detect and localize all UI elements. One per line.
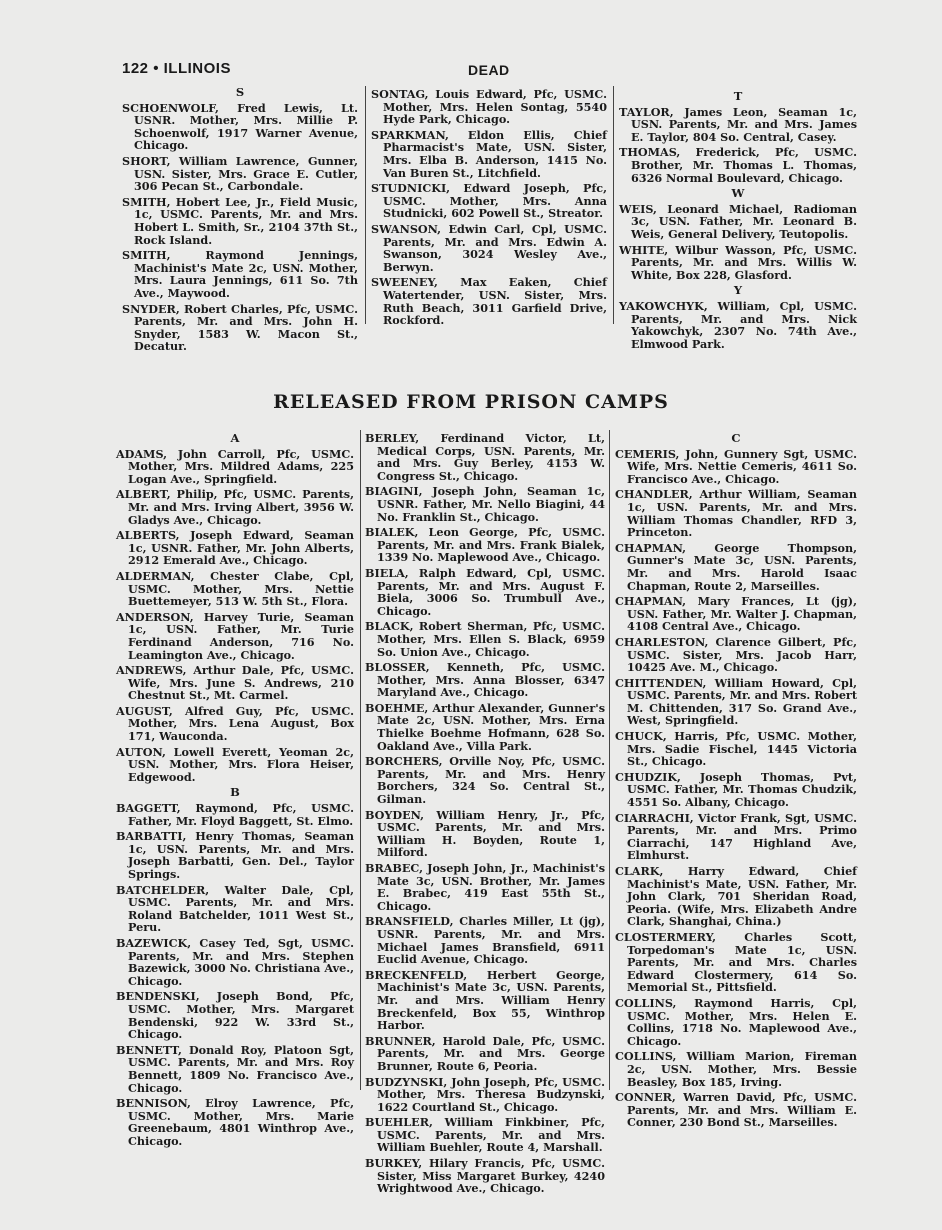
casualty-entry: BARBATTI, Henry Thomas, Seaman 1c, USN. Parents, Mr. and Mrs. Joseph Barbatti, Gen. Del., Taylor Springs.	[116, 829, 354, 881]
casualty-entry: AUTON, Lowell Everett, Yeoman 2c, USN. Mother, Mrs. Flora Heiser, Edgewood.	[116, 744, 354, 784]
casualty-entry: CEMERIS, John, Gunnery Sgt, USMC. Wife, Mrs. Nettie Cemeris, 4611 So. Francisco Ave., Chicago.	[615, 446, 857, 486]
casualty-entry: SWANSON, Edwin Carl, Cpl, USMC. Parents, Mr. and Mrs. Edwin A. Swanson, 3024 Wesley Ave., Berwyn.	[371, 221, 607, 274]
released-column-3	[615, 430, 857, 1132]
letter-heading: A	[230, 431, 240, 445]
casualty-entry: CHITTENDEN, William Howard, Cpl, USMC. Parents, Mr. and Mrs. Robert M. Chittenden, 317 So. Grand Ave., West, Springfield.	[615, 675, 857, 728]
section-title-released: RELEASED FROM PRISON CAMPS	[273, 391, 669, 413]
section-heading-dead: DEAD	[468, 62, 510, 78]
casualty-entry: BURKEY, Hilary Francis, Pfc, USMC. Sister, Miss Margaret Burkey, 4240 Wrightwood Ave., Chicago.	[365, 1156, 605, 1196]
casualty-entry: CHUDZIK, Joseph Thomas, Pvt, USMC. Father, Mr. Thomas Chudzik, 4551 So. Albany, Chicago.	[615, 769, 857, 810]
casualty-entry: BUDZYNSKI, John Joseph, Pfc, USMC. Mother, Mrs. Theresa Budzynski, 1622 Courtland St., Chicago.	[365, 1074, 605, 1114]
casualty-entry: BENDENSKI, Joseph Bond, Pfc, USMC. Mother, Mrs. Margaret Bendenski, 922 W. 33rd St., Chicago.	[116, 989, 354, 1042]
casualty-entry: BIALEK, Leon George, Pfc, USMC. Parents, Mr. and Mrs. Frank Bialek, 1339 No. Maplewood Ave., Chicago.	[365, 525, 605, 565]
released-column-1	[116, 430, 354, 1150]
casualty-entry: BENNETT, Donald Roy, Platoon Sgt, USMC. Parents, Mr. and Mrs. Roy Bennett, 1809 No. Francisco Ave., Chicago.	[116, 1042, 354, 1095]
casualty-entry: ANDREWS, Arthur Dale, Pfc, USMC. Wife, Mrs. June S. Andrews, 210 Chestnut St., Mt. Carmel.	[116, 663, 354, 703]
casualty-entry: BOYDEN, William Henry, Jr., Pfc, USMC. Parents, Mr. and Mrs. William H. Boyden, Route 1, Milford.	[365, 807, 605, 860]
casualty-entry: SWEENEY, Max Eaken, Chief Watertender, USN. Sister, Mrs. Ruth Beach, 3011 Garfield Drive, Rockford.	[371, 275, 607, 328]
casualty-entry: COLLINS, William Marion, Fireman 2c, USN. Mother, Mrs. Bessie Beasley, Box 185, Irving.	[615, 1049, 857, 1089]
letter-heading: B	[230, 785, 240, 800]
casualty-entry: BOEHME, Arthur Alexander, Gunner's Mate 2c, USN. Mother, Mrs. Erna Thielke Boehme Hofmann, 628 So. Oakland Ave., Villa Park.	[365, 700, 605, 753]
casualty-entry: STUDNICKI, Edward Joseph, Pfc, USMC. Mother, Mrs. Anna Studnicki, 602 Powell St., Streator.	[371, 181, 607, 221]
casualty-entry: SPARKMAN, Eldon Ellis, Chief Pharmacist's Mate, USN. Sister, Mrs. Elba B. Anderson, 1415 No. Van Buren St., Litchfield.	[371, 127, 607, 180]
casualty-entry: BUEHLER, William Finkbiner, Pfc, USMC. Parents, Mr. and Mrs. William Buehler, Route 4, Marshall.	[365, 1115, 605, 1155]
casualty-entry: CHAPMAN, George Thompson, Gunner's Mate 3c, USN. Parents, Mr. and Mrs. Harold Isaac Chapman, Route 2, Marseilles.	[615, 540, 857, 593]
dead-column-3	[619, 88, 857, 353]
casualty-entry: BENNISON, Elroy Lawrence, Pfc, USMC. Mother, Mrs. Marie Greenebaum, 4801 Winthrop Ave., Chicago.	[116, 1096, 354, 1148]
casualty-entry: BRUNNER, Harold Dale, Pfc, USMC. Parents, Mr. and Mrs. George Brunner, Route 6, Peoria.	[365, 1033, 605, 1073]
casualty-entry: BLACK, Robert Sherman, Pfc, USMC. Mother, Mrs. Ellen S. Black, 6959 So. Union Ave., Chicago.	[365, 619, 605, 659]
casualty-entry: WHITE, Wilbur Wasson, Pfc, USMC. Parents, Mr. and Mrs. Willis W. White, Box 228, Glasford.	[619, 242, 857, 282]
casualty-entry: SMITH, Raymond Jennings, Machinist's Mate 2c, USN. Mother, Mrs. Laura Jennings, 611 So. 7th Ave., Maywood.	[122, 248, 358, 300]
casualty-entry: SHORT, William Lawrence, Gunner, USN. Sister, Mrs. Grace E. Cutler, 306 Pecan St., Carbondale.	[122, 153, 358, 194]
casualty-entry: BATCHELDER, Walter Dale, Cpl, USMC. Parents, Mr. and Mrs. Roland Batchelder, 1011 West St., Peru.	[116, 882, 354, 935]
casualty-entry: BORCHERS, Orville Noy, Pfc, USMC. Parents, Mr. and Mrs. Henry Borchers, 324 So. Central St., Gilman.	[365, 754, 605, 807]
casualty-entry: CLARK, Harry Edward, Chief Machinist's Mate, USN. Father, Mr. John Clark, 701 Sheridan Road, Peoria. (Wife, Mrs. Elizabeth Andre Clark, Shanghai, China.)	[615, 864, 857, 929]
casualty-entry: ALBERT, Philip, Pfc, USMC. Parents, Mr. and Mrs. Irving Albert, 3956 W. Gladys Ave., Chicago.	[116, 487, 354, 527]
casualty-entry: SMITH, Hobert Lee, Jr., Field Music, 1c, USMC. Parents, Mr. and Mrs. Hobert L. Smith, Sr., 2104 37th St., Rock Island.	[122, 194, 358, 247]
letter-heading: W	[731, 186, 745, 201]
column-divider	[360, 430, 361, 1090]
casualty-entry: BIAGINI, Joseph John, Seaman 1c, USNR. Father, Mr. Nello Biagini, 44 No. Franklin St., Chicago.	[365, 484, 605, 524]
casualty-entry: ALDERMAN, Chester Clabe, Cpl, USMC. Mother, Mrs. Nettie Buettemeyer, 513 W. 5th St., Flora.	[116, 568, 354, 609]
page-number-state: 122 • ILLINOIS	[122, 60, 231, 77]
column-divider	[613, 86, 614, 324]
casualty-entry: BAGGETT, Raymond, Pfc, USMC. Father, Mr. Floyd Baggett, St. Elmo.	[116, 801, 354, 828]
casualty-entry: WEIS, Leonard Michael, Radioman 3c, USN. Father, Mr. Leonard B. Weis, General Delivery, Teutopolis.	[619, 201, 857, 241]
column-divider	[365, 86, 366, 324]
casualty-entry: SNYDER, Robert Charles, Pfc, USMC. Parents, Mr. and Mrs. John H. Snyder, 1583 W. Macon St., Decatur.	[122, 301, 358, 354]
casualty-entry: AUGUST, Alfred Guy, Pfc, USMC. Mother, Mrs. Lena August, Box 171, Wauconda.	[116, 703, 354, 744]
casualty-entry: SCHOENWOLF, Fred Lewis, Lt. USNR. Mother, Mrs. Millie P. Schoenwolf, 1917 Warner Avenue, Chicago.	[122, 100, 358, 153]
casualty-entry: ADAMS, John Carroll, Pfc, USMC. Mother, Mrs. Mildred Adams, 225 Logan Ave., Springfield.	[116, 446, 354, 486]
casualty-entry: CHUCK, Harris, Pfc, USMC. Mother, Mrs. Sadie Fischel, 1445 Victoria St., Chicago.	[615, 729, 857, 769]
letter-heading: T	[733, 89, 743, 103]
casualty-entry: COLLINS, Raymond Harris, Cpl, USMC. Mother, Mrs. Helen E. Collins, 1718 No. Maplewood Ave., Chicago.	[615, 995, 857, 1048]
released-column-2	[365, 432, 605, 1198]
casualty-entry: BERLEY, Ferdinand Victor, Lt, Medical Corps, USN. Parents, Mr. and Mrs. Guy Berley, 4153 W. Congress St., Chicago.	[365, 431, 605, 483]
casualty-entry: ALBERTS, Joseph Edward, Seaman 1c, USNR. Father, Mr. John Alberts, 2912 Emerald Ave., Chicago.	[116, 528, 354, 568]
letter-heading: Y	[733, 283, 743, 298]
casualty-entry: BRABEC, Joseph John, Jr., Machinist's Mate 3c, USN. Brother, Mr. James E. Brabec, 419 East 55th St., Chicago.	[365, 861, 605, 913]
casualty-entry: CIARRACHI, Victor Frank, Sgt, USMC. Parents, Mr. and Mrs. Primo Ciarrachi, 147 Highland Ave, Elmhurst.	[615, 810, 857, 863]
dead-column-2	[371, 88, 607, 330]
casualty-entry: BRECKENFELD, Herbert George, Machinist's Mate 3c, USN. Parents, Mr. and Mrs. William Henry Breckenfeld, Box 55, Winthrop Harbor.	[365, 967, 605, 1033]
column-divider	[609, 430, 610, 1090]
letter-heading: S	[235, 85, 245, 99]
casualty-entry: BAZEWICK, Casey Ted, Sgt, USMC. Parents, Mr. and Mrs. Stephen Bazewick, 3000 No. Christiana Ave., Chicago.	[116, 935, 354, 988]
casualty-entry: SONTAG, Louis Edward, Pfc, USMC. Mother, Mrs. Helen Sontag, 5540 Hyde Park, Chicago.	[371, 87, 607, 127]
casualty-entry: BIELA, Ralph Edward, Cpl, USMC. Parents, Mr. and Mrs. August F. Biela, 3006 So. Trumbull Ave., Chicago.	[365, 565, 605, 618]
casualty-entry: CHANDLER, Arthur William, Seaman 1c, USN. Parents, Mr. and Mrs. William Thomas Chandler, RFD 3, Princeton.	[615, 487, 857, 540]
casualty-entry: CHAPMAN, Mary Frances, Lt (jg), USN. Father, Mr. Walter J. Chapman, 4108 Central Ave., Chicago.	[615, 594, 857, 634]
casualty-entry: THOMAS, Frederick, Pfc, USMC. Brother, Mr. Thomas L. Thomas, 6326 Normal Boulevard, Chicago.	[619, 145, 857, 185]
dead-column-1	[122, 84, 358, 356]
casualty-entry: CHARLESTON, Clarence Gilbert, Pfc, USMC. Sister, Mrs. Jacob Harr, 10425 Ave. M., Chicago.	[615, 634, 857, 675]
casualty-entry: BLOSSER, Kenneth, Pfc, USMC. Mother, Mrs. Anna Blosser, 6347 Maryland Ave., Chicago.	[365, 660, 605, 700]
casualty-entry: CONNER, Warren David, Pfc, USMC. Parents, Mr. and Mrs. William E. Conner, 230 Bond St., Marseilles.	[615, 1090, 857, 1130]
letter-heading: C	[731, 431, 741, 445]
casualty-entry: BRANSFIELD, Charles Miller, Lt (jg), USNR. Parents, Mr. and Mrs. Michael James Bransfield, 6911 Euclid Avenue, Chicago.	[365, 914, 605, 967]
casualty-entry: CLOSTERMERY, Charles Scott, Torpedoman's Mate 1c, USN. Parents, Mr. and Mrs. Charles Edward Clostermery, 614 So. Memorial St., Pittsfield.	[615, 929, 857, 995]
casualty-entry: ANDERSON, Harvey Turie, Seaman 1c, USN. Father, Mr. Turie Ferdinand Anderson, 716 No. Leamington Ave., Chicago.	[116, 609, 354, 662]
casualty-entry: TAYLOR, James Leon, Seaman 1c, USN. Parents, Mr. and Mrs. James E. Taylor, 804 So. Central, Casey.	[619, 104, 857, 144]
casualty-entry: YAKOWCHYK, William, Cpl, USMC. Parents, Mr. and Mrs. Nick Yakowchyk, 2307 No. 74th Ave., Elmwood Park.	[619, 298, 857, 351]
